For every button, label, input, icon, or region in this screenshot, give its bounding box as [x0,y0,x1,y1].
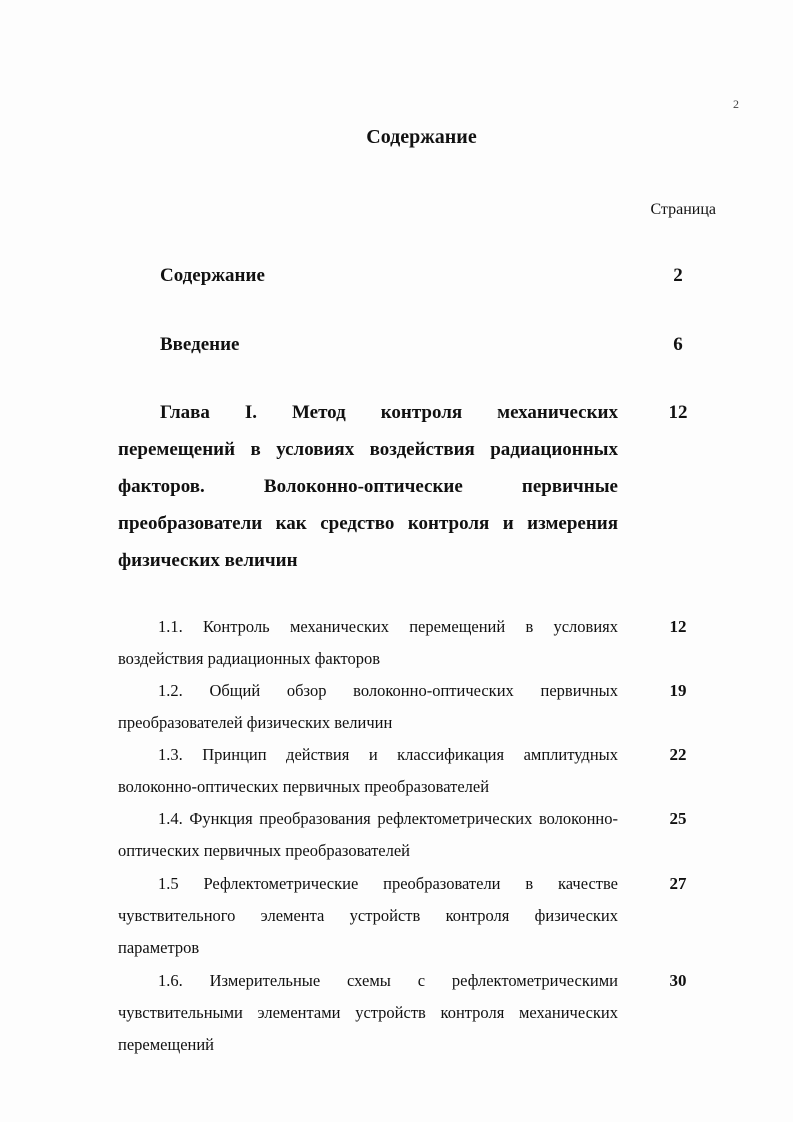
page-number: 2 [733,97,739,111]
toc-section-page: 25 [669,809,687,828]
toc-section-1-5 [118,868,687,964]
toc-entry-page: 2 [673,265,683,286]
toc-entry-page: 12 [668,402,688,423]
toc-entry-introduction [118,326,683,363]
toc-entry-text: Содержание [160,265,265,286]
toc-section-1-6 [118,965,687,1061]
toc-section-text: 1.1. Контроль механических перемещений в условиях воздействия радиационных факторов [118,617,618,668]
toc-section-page: 22 [669,745,687,764]
toc-section-page: 30 [669,971,687,990]
toc-section-page: 27 [669,874,687,893]
toc-entry-page: 6 [673,334,683,355]
toc-section-1-3 [118,739,687,803]
toc-section-1-2 [118,675,687,739]
toc-section-text: 1.6. Измерительные схемы с рефлектометрическими чувствительными элементами устройств контроля механических перемещений [118,971,618,1054]
toc-section-text: 1.5 Рефлектометрические преобразователи в качестве чувствительного элемента устройств контроля физических параметров [118,874,618,957]
toc-entry-text: Введение [160,334,240,355]
page-column-label: Страница [650,201,716,218]
toc-section-text: 1.2. Общий обзор волоконно-оптических первичных преобразователей физических величин [118,681,618,732]
toc-entry-chapter-1 [118,394,688,579]
page-title: Содержание [366,126,477,148]
toc-section-page: 19 [669,681,687,700]
toc-section-text: 1.3. Принцип действия и классификация амплитудных волоконно-оптических первичных преобразователей [118,745,618,796]
toc-entry-contents [118,257,683,294]
toc-entry-text: Глава I. Метод контроля механических перемещений в условиях воздействия радиационных факторов. Волоконно-оптические первичные преобразователи как средство контроля и измерения физических величин [118,402,618,571]
toc-section-text: 1.4. Функция преобразования рефлектометрических волоконно-оптических первичных преобразователей [118,809,618,860]
toc-section-page: 12 [669,617,687,636]
toc-section-1-1 [118,611,687,675]
toc-section-1-4 [118,803,687,867]
